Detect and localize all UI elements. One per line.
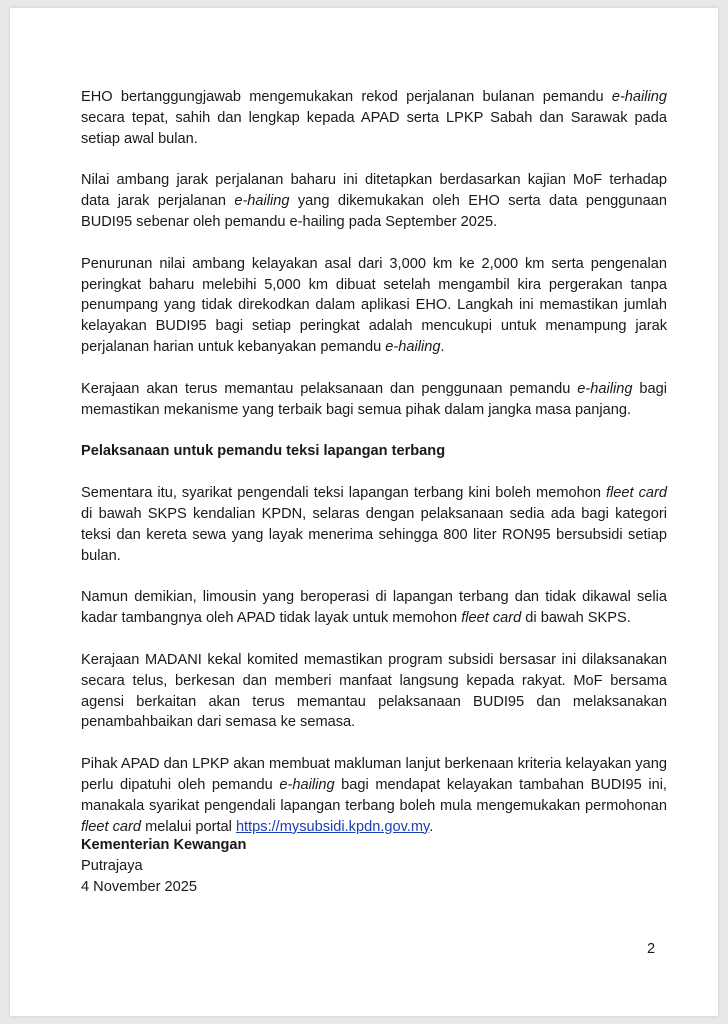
section-heading: Pelaksanaan untuk pemandu teksi lapangan terbang bbox=[81, 443, 446, 460]
text: Penurunan nilai ambang kelayakan asal dari 3,000 km ke 2,000 km serta pengenalan peringkat baharu melebihi 5,000 km dibuat setelah mengambil kira pergerakan tanpa penumpang yang tidak direkodkan dalam aplikasi EHO. Langkah ini memastikan jumlah kelayakan BUDI95 bagi setiap peringkat adalah mencukupi untuk menampung jarak perjalanan harian untuk kebanyakan pemandu bbox=[81, 255, 667, 355]
text: Pihak APAD dan LPKP akan membuat makluman lanjut berkenaan kriteria kelayakan yang perlu dipatuhi oleh pemandu bbox=[81, 756, 667, 793]
signature-location: Putrajaya bbox=[81, 857, 143, 874]
paragraph-madani-commitment: Kerajaan MADANI kekal komited memastikan program subsidi bersasar ini dilaksanakan secara telus, berkesan dan memberi manfaat langsung kepada rakyat. MoF bersama agensi berkaitan akan terus memantau pelaksanaan BUDI95 dan melaksanakan penambahbaikan dari semasa ke semasa. bbox=[81, 651, 667, 731]
italic-term: fleet card bbox=[461, 610, 522, 627]
text: yang dikemukakan oleh EHO serta data penggunaan BUDI95 sebenar oleh pemandu e-hailing pada September 2025. bbox=[81, 193, 667, 230]
text: Nilai ambang jarak perjalanan baharu ini ditetapkan berdasarkan kajian MoF terhadap data jarak perjalanan bbox=[81, 172, 667, 210]
text: melalui portal bbox=[141, 818, 236, 835]
text: bagi mendapat kelayakan tambahan BUDI95 ini, manakala syarikat pengendali lapangan terbang boleh mula mengemukakan permohonan bbox=[81, 776, 667, 814]
paragraph-airport-taxi bbox=[81, 483, 667, 566]
page-number: 2 bbox=[647, 941, 656, 957]
text: Namun demikian, limousin yang beroperasi di lapangan terbang dan tidak dikawal selia kadar tambangnya oleh APAD tidak layak untuk memohon bbox=[81, 589, 667, 627]
paragraph-further-notice bbox=[81, 754, 667, 837]
italic-term: e-hailing bbox=[234, 193, 290, 210]
text: bagi memastikan mekanisme yang terbaik bagi semua pihak dalam jangka masa panjang. bbox=[81, 380, 667, 418]
portal-link[interactable]: https://mysubsidi.kpdn.gov.my bbox=[235, 818, 430, 835]
paragraph-limousine bbox=[81, 587, 667, 629]
document-page bbox=[10, 8, 718, 1016]
italic-term: fleet card bbox=[81, 818, 142, 835]
italic-term: e-hailing bbox=[577, 380, 633, 397]
document-body bbox=[81, 87, 667, 858]
italic-term: e-hailing bbox=[611, 89, 667, 105]
text: EHO bertanggungjawab mengemukakan rekod perjalanan bulanan pemandu bbox=[81, 89, 612, 105]
paragraph-eho-responsibility bbox=[81, 87, 667, 149]
signature-organization: Kementerian Kewangan bbox=[81, 837, 247, 853]
italic-term: fleet card bbox=[605, 485, 667, 502]
paragraph-threshold-reduction bbox=[81, 254, 667, 358]
signature-date: 4 November 2025 bbox=[81, 878, 198, 895]
text: . bbox=[440, 338, 445, 355]
italic-term: e-hailing bbox=[385, 338, 441, 355]
text: Kerajaan akan terus memantau pelaksanaan dan penggunaan pemandu bbox=[81, 380, 578, 397]
paragraph-threshold-basis bbox=[81, 170, 667, 232]
paragraph-monitoring bbox=[81, 379, 667, 421]
text: secara tepat, sahih dan lengkap kepada APAD serta LPKP Sabah dan Sarawak pada setiap awal bulan. bbox=[81, 109, 667, 147]
text: Sementara itu, syarikat pengendali teksi lapangan terbang kini boleh memohon bbox=[81, 485, 606, 502]
italic-term: e-hailing bbox=[279, 776, 335, 793]
text: di bawah SKPS. bbox=[521, 610, 631, 627]
text: di bawah SKPS kendalian KPDN, selaras dengan pelaksanaan sedia ada bagi kategori teksi dan kereta sewa yang layak menerima sehingga 800 liter RON95 bersubsidi setiap bulan. bbox=[81, 505, 667, 564]
text: . bbox=[429, 818, 434, 835]
signature-block bbox=[81, 835, 246, 897]
